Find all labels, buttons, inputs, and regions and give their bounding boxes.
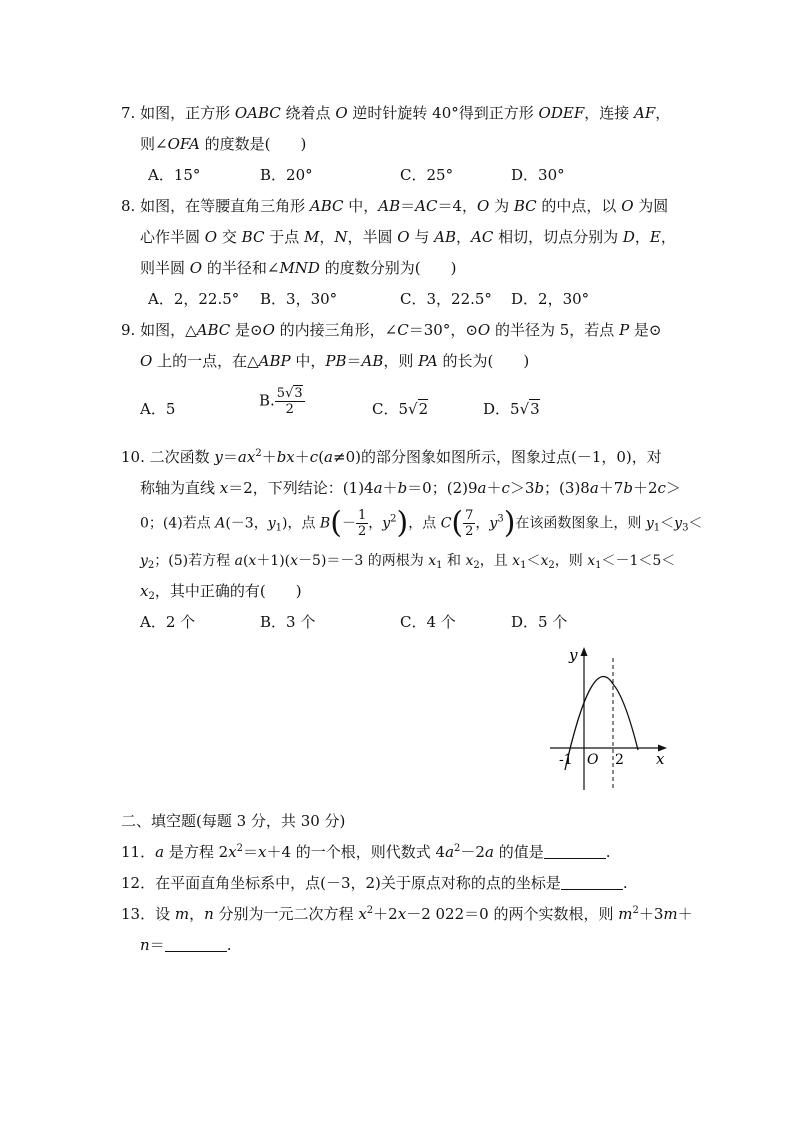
tick-label-neg1: -1 — [559, 752, 573, 768]
q12-line: 12．在平面直角坐标系中，点(－3，2)关于原点对称的点的坐标是 . — [121, 874, 628, 892]
q10-option-d: D．5 个 — [511, 613, 568, 631]
q9-option-c: C．5√2 — [372, 400, 429, 418]
q8-option-d: D．2，30° — [511, 290, 590, 308]
q8-line-2: 心作半圆 O 交 BC 于点 M，N，半圆 O 与 AB，AC 相切，切点分别为 D，E， — [140, 228, 676, 246]
q10-line-1: 10. 二次函数 $y=ax^2+bx+c(a\ne 0)$的部分图象如图所示，图象过点(－1，0)，对 — [121, 448, 662, 466]
y-axis-arrow — [581, 647, 588, 656]
q9-option-a: A．5 — [140, 400, 176, 418]
q8-line-3: 则半圆 O 的半径和∠MND 的度数分别为( ) — [140, 259, 457, 277]
q7-option-c: C．25° — [400, 166, 454, 184]
parabola-curve — [565, 676, 638, 770]
q13-line-2: n＝ . — [140, 936, 232, 954]
q7-option-d: D．30° — [511, 166, 565, 184]
q9-line-1: 9. 如图，△ABC 是⊙O 的内接三角形，∠C＝30°，⊙O 的半径为 5，若点 P 是⊙ — [121, 321, 662, 339]
q8-option-c: C．3，22.5° — [400, 290, 492, 308]
q11-answer-blank[interactable] — [544, 844, 606, 859]
q8-option-a: A．2，22.5° — [148, 290, 240, 308]
q8-option-b: B．3，30° — [260, 290, 338, 308]
q13-line-1: 13．设 m，n 分别为一元二次方程 $x^2+2x-2$ 022＝0 的两个实数根，则 $m^2+3m+$ — [121, 905, 693, 923]
q10-line-2: 称轴为直线 x＝2，下列结论：(1)4a＋b＝0；(2)9a＋c＞3b；(3)8a＋7b＋2c＞ — [140, 479, 681, 497]
q7-option-a: A．15° — [148, 166, 201, 184]
q10-option-c: C．4 个 — [400, 613, 456, 631]
q9-option-b: B. $\frac{5√3}{2}$ — [259, 386, 303, 417]
q7-line-2: 则∠OFA 的度数是( ) — [140, 135, 307, 153]
q11-line: 11．a 是方程 $2x^2=x+4$ 的一个根，则代数式 $4a^2-2a$ 的值是 . — [121, 843, 611, 861]
q13-answer-blank[interactable] — [165, 937, 227, 952]
x-axis-label: x — [656, 750, 665, 768]
q10-line-3: 0；(4)若点 A(－3，$y_1$)，点 B(－ $\frac{1}{2}$ ，$y^2$)，点 C( $\frac{7}{2}$ ，$y^3$)在该函数图象上，则 $y_1<y_3<$ — [140, 505, 703, 541]
tick-label-2: 2 — [615, 752, 624, 768]
q10-parabola-graph — [545, 640, 675, 795]
q12-answer-blank[interactable] — [561, 875, 623, 890]
origin-label: O — [587, 752, 599, 768]
q7-line-1: 7. 如图，正方形 OABC 绕着点 O 逆时针旋转 40°得到正方形 ODEF，连接 AF， — [121, 104, 671, 122]
q10-option-b: B．3 个 — [260, 613, 316, 631]
q8-line-1: 8. 如图，在等腰直角三角形 ABC 中，AB＝AC＝4，O 为 BC 的中点，以 O 为圆 — [121, 197, 669, 215]
q9-option-d: D．5√3 — [483, 400, 540, 418]
q7-option-b: B．20° — [260, 166, 313, 184]
q10-option-a: A．2 个 — [140, 613, 196, 631]
q10-line-4: $y_2$；(5)若方程 a(x＋1)(x－5)＝－3 的两根为 $x_1$ 和 $x_2$，且 $x_1<x_2$，则 $x_1<-1<5<$ — [140, 553, 676, 571]
section-heading: 二、填空题(每题 3 分，共 30 分) — [121, 812, 346, 830]
y-axis-label: y — [569, 646, 578, 664]
q10-line-5: $x_2$，其中正确的有( ) — [140, 582, 302, 602]
q9-line-2: O 上的一点，在△ABP 中，PB＝AB，则 PA 的长为( ) — [140, 352, 530, 370]
